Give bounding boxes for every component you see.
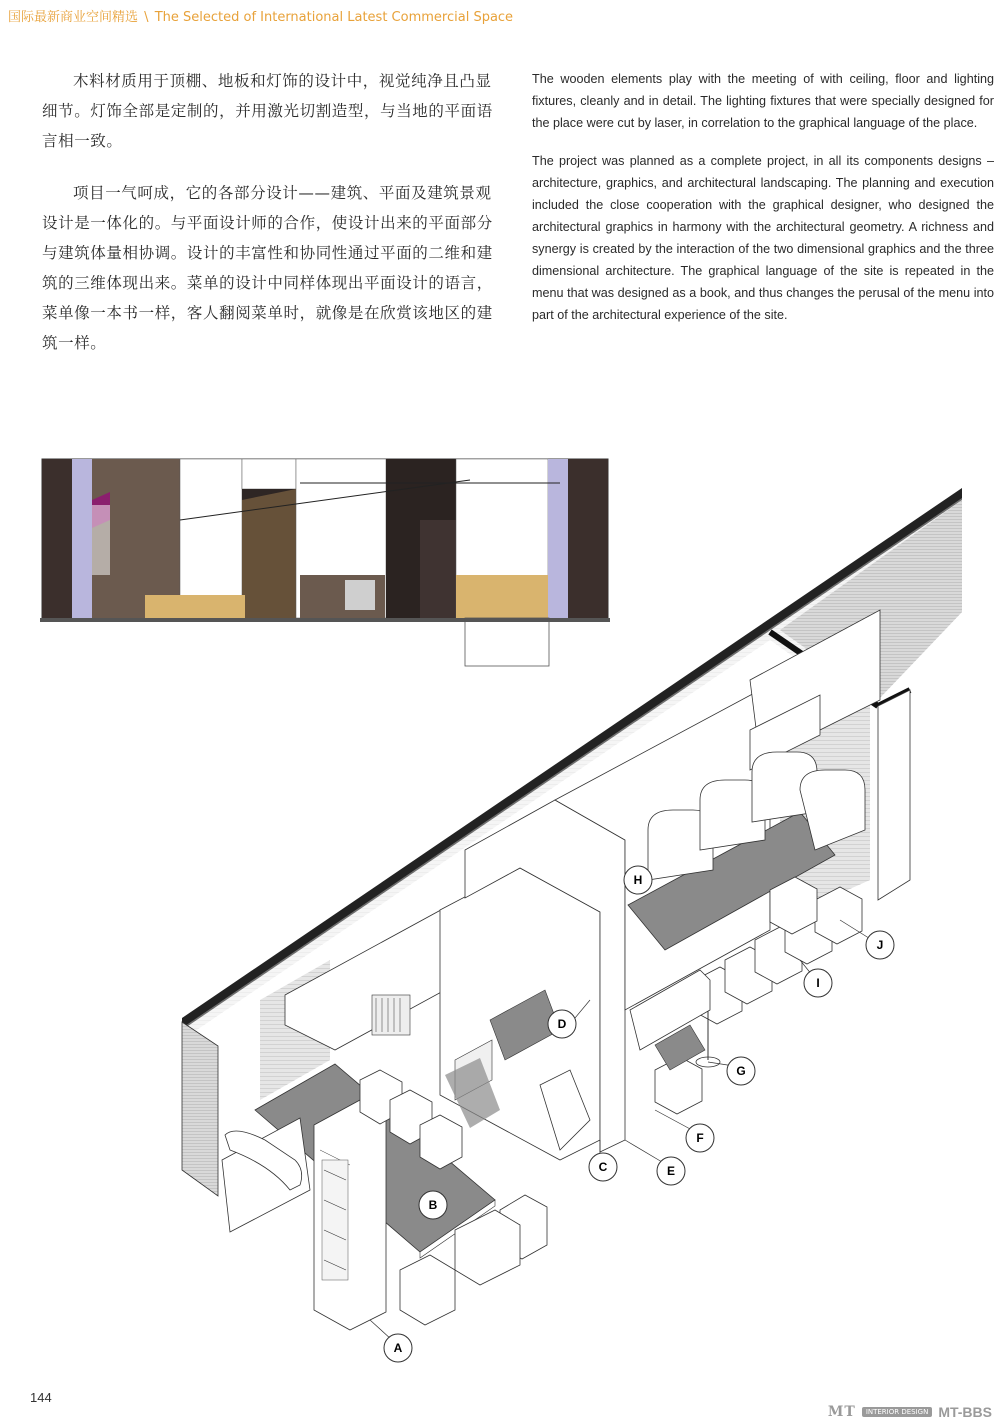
label-b	[419, 1191, 447, 1219]
label-j-text: J	[876, 938, 884, 952]
page-number: 144	[30, 1390, 52, 1405]
label-e	[657, 1157, 685, 1185]
label-a	[384, 1334, 412, 1362]
label-i-text: I	[816, 976, 820, 990]
chinese-paragraph: 项目一气呵成，它的各部分设计——建筑、平面及建筑景观设计是一体化的。与平面设计师的合作，使设计出来的平面部分与建筑体量相协调。设计的丰富性和协同性通过平面的二维和建筑的三维体现出来。菜单的设计中同样体现出平面设计的语言，菜单像一本书一样，客人翻阅菜单时，就像是在欣赏该地区的建筑一样。	[42, 184, 493, 352]
header-chinese-title: 国际最新商业空间精选	[8, 10, 139, 25]
label-g-text: G	[736, 1064, 746, 1078]
label-i	[804, 969, 832, 997]
label-c-text: C	[598, 1160, 608, 1174]
label-e-text: E	[666, 1164, 676, 1178]
header-english-title: The Selected of International Latest Commercial Space	[154, 10, 514, 25]
label-d	[548, 1010, 576, 1038]
label-a-text: A	[393, 1341, 403, 1355]
english-paragraph: The project was planned as a complete project, in all its components designs – architecture, graphics, and architectural landscaping. The planning and execution included the close cooperation with the graphical designer, who designed the architectural graphics in harmony with the architectural geometry. A richness and synergy is created by the interaction of the two dimensional graphics and the three dimensional architecture. The graphical language of the site is repeated in the menu that was designed as a book, and thus changes the perusal of the menu into part of the architectural experience of the site.	[532, 154, 994, 322]
label-f-text: F	[696, 1131, 704, 1145]
label-j	[866, 931, 894, 959]
watermark	[828, 1404, 992, 1420]
label-d-text: D	[557, 1017, 567, 1031]
label-h	[624, 866, 652, 894]
watermark-logo: MT	[827, 1404, 856, 1420]
label-g	[727, 1057, 755, 1085]
elevation-drawing	[40, 459, 610, 666]
english-paragraph: The wooden elements play with the meeting of with ceiling, floor and lighting fixtures, cleanly and in detail. The lighting fixtures that were specially designed for the place were cut by laser, in correlation to the graphical language of the place.	[532, 72, 994, 130]
chinese-paragraph: 木料材质用于顶棚、地板和灯饰的设计中，视觉纯净且凸显细节。灯饰全部是定制的，并用激光切割造型，与当地的平面语言相一致。	[42, 72, 493, 150]
watermark-bbs: MT-BBS	[938, 1404, 992, 1420]
header-separator: \	[144, 10, 149, 25]
label-f	[686, 1124, 714, 1152]
watermark-badge: INTERIOR DESIGN	[862, 1407, 933, 1417]
label-c	[589, 1153, 617, 1181]
label-b-text: B	[428, 1198, 438, 1212]
label-h-text: H	[633, 873, 643, 887]
